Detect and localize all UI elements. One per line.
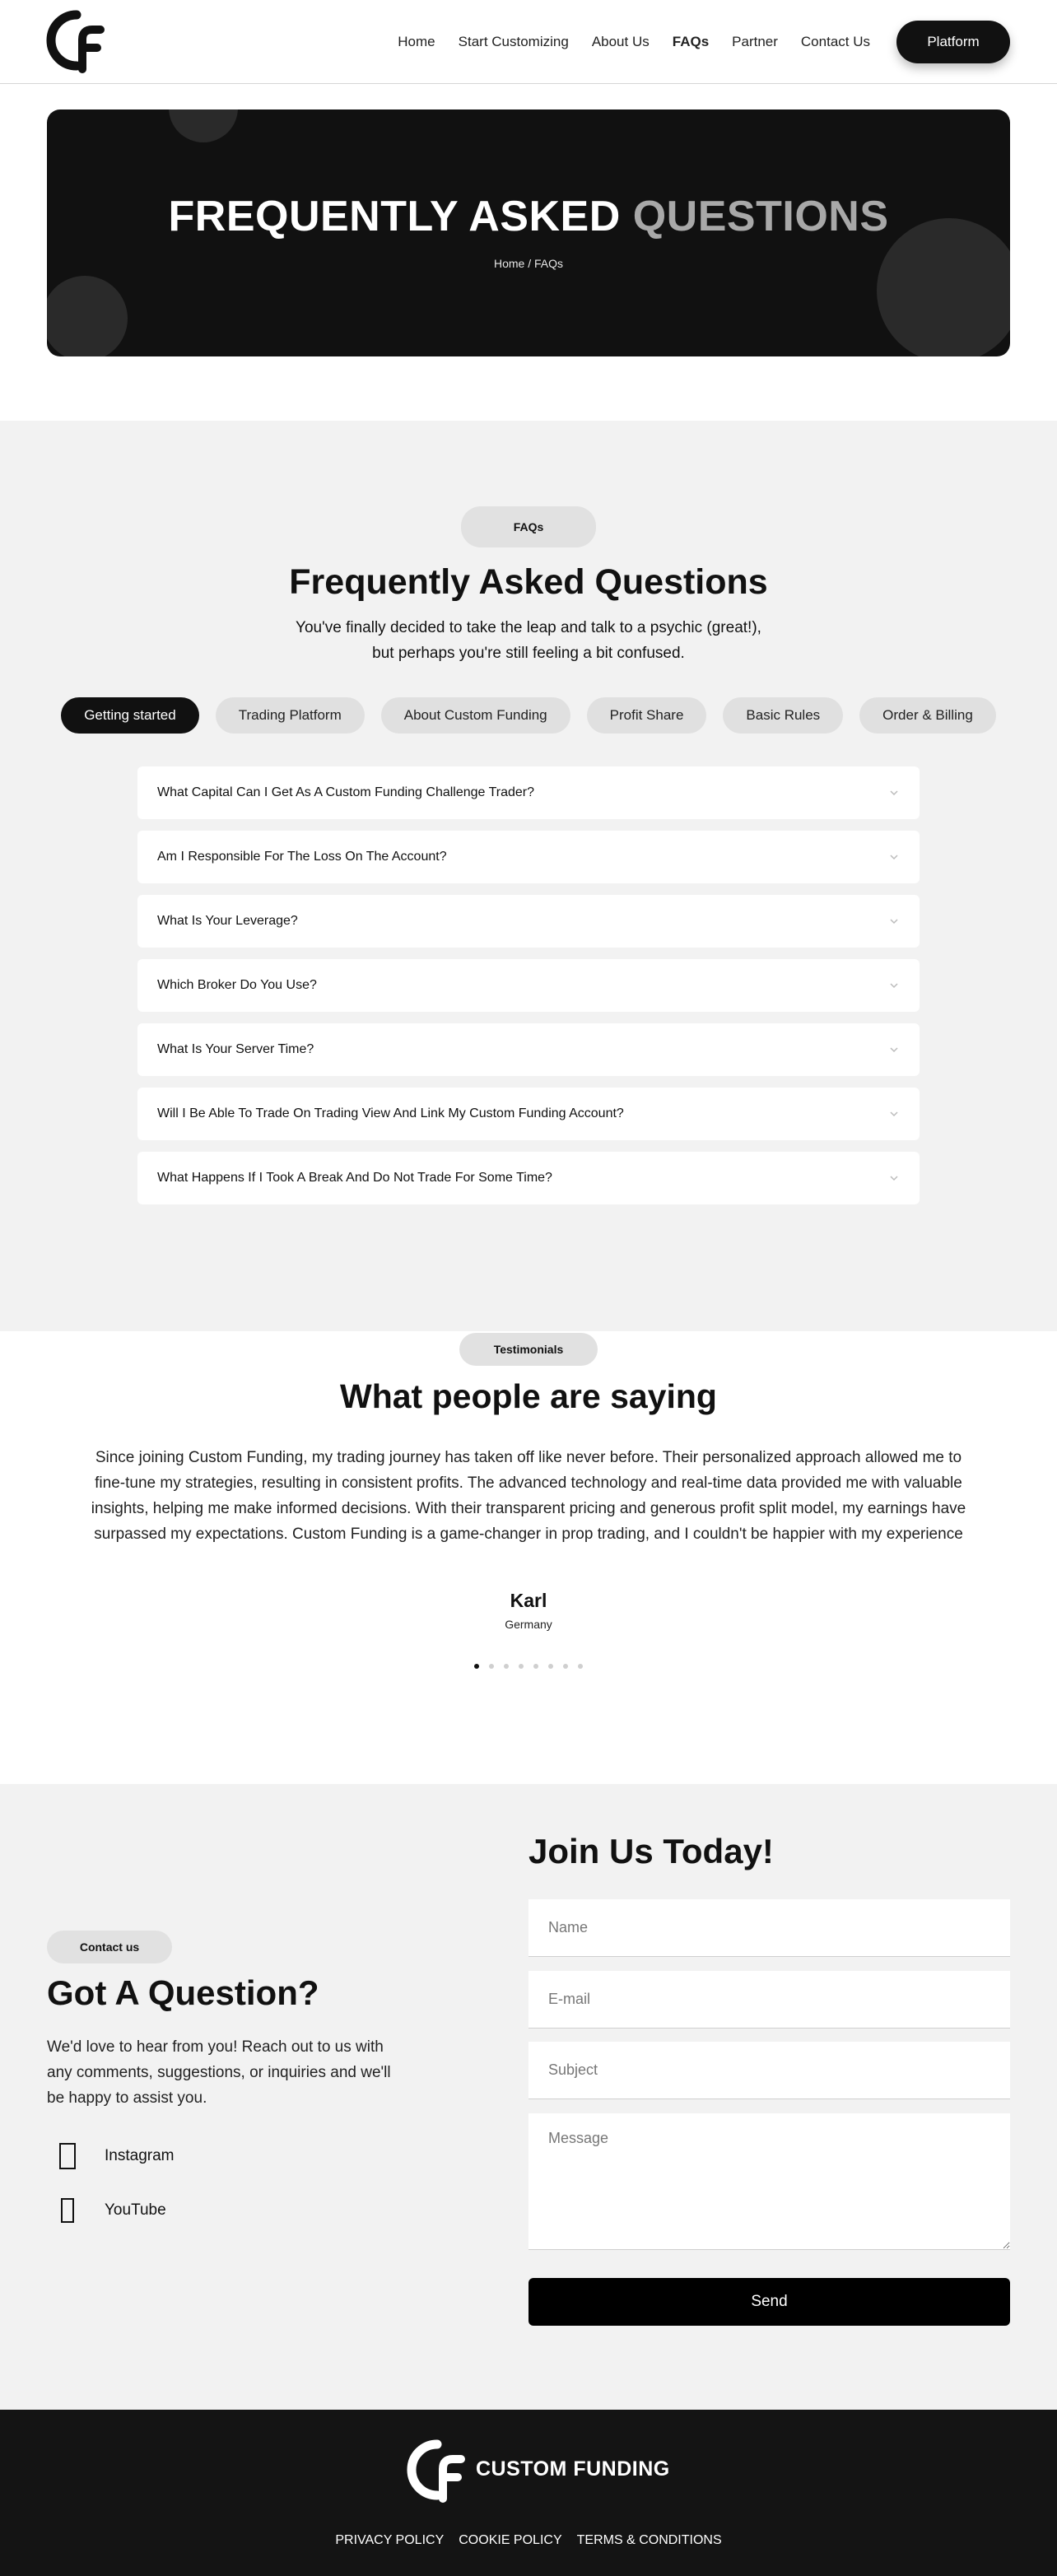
contact-section — [0, 1784, 1057, 2410]
slider-dot[interactable] — [548, 1664, 553, 1669]
custom-funding-logo[interactable] — [407, 2439, 468, 2504]
tab-order-billing[interactable]: Order & Billing — [859, 697, 996, 734]
faq-question: What Is Your Leverage? — [157, 914, 298, 928]
faq-item[interactable] — [137, 959, 920, 1012]
site-header — [0, 0, 1057, 84]
breadcrumb[interactable]: Home / FAQs — [493, 257, 564, 270]
faq-tabs — [0, 697, 1057, 734]
faq-badge: FAQs — [461, 506, 596, 547]
name-input[interactable] — [528, 1899, 1010, 1957]
chevron-down-icon — [888, 787, 900, 799]
chevron-down-icon — [888, 915, 900, 927]
faq-item[interactable] — [137, 895, 920, 948]
decor-circle — [169, 109, 238, 142]
slider-dot[interactable] — [533, 1664, 538, 1669]
tab-profit-share[interactable]: Profit Share — [587, 697, 707, 734]
nav-about-us[interactable]: About Us — [591, 34, 650, 49]
nav-faqs[interactable]: FAQs — [672, 34, 710, 49]
slider-dot[interactable] — [489, 1664, 494, 1669]
chevron-down-icon — [888, 1172, 900, 1184]
platform-button[interactable]: Platform — [896, 21, 1010, 63]
faq-question: Am I Responsible For The Loss On The Account? — [157, 850, 447, 864]
chevron-down-icon — [888, 1044, 900, 1055]
faq-section — [0, 421, 1057, 1331]
faq-subtitle — [0, 615, 1057, 666]
message-textarea[interactable] — [528, 2113, 1010, 2250]
form-title: Join Us Today! — [528, 1832, 774, 1870]
testimonials-section — [0, 1331, 1057, 1784]
decor-circle — [47, 276, 128, 356]
main-nav — [375, 21, 1010, 63]
send-button[interactable]: Send — [528, 2278, 1010, 2326]
faq-question: Will I Be Able To Trade On Trading View And Link My Custom Funding Account? — [157, 1106, 624, 1120]
faq-title: Frequently Asked Questions — [289, 562, 768, 602]
youtube-icon — [47, 2194, 88, 2227]
testimonial-text: Since joining Custom Funding, my trading journey has taken off like never before. Their personalized approach allowed me to fine-tune my strategies, resulting in consistent profits. The advanced technology and real-time data provided me with valuable insights, helping me make informed decisions. With their transparent pricing and generous profit split model, my earnings have surpassed my expectations. Custom Funding is a game-changer in prop trading, and I couldn't be happier with my experience — [91, 1449, 966, 1543]
faq-item[interactable] — [137, 766, 920, 819]
contact-text: We'd love to hear from you! Reach out to us with any comments, suggestions, or inquiries and we'll be happy to assist you. — [47, 2038, 391, 2107]
faq-subtitle-line2: but perhaps you're still feeling a bit confused. — [372, 645, 685, 662]
footer-link-cookie[interactable]: COOKIE POLICY — [459, 2533, 562, 2547]
hero-banner — [47, 109, 1010, 356]
footer-link-terms[interactable]: TERMS & CONDITIONS — [576, 2533, 722, 2547]
testimonial-author: Karl — [510, 1590, 547, 1611]
tab-getting-started[interactable]: Getting started — [61, 697, 199, 734]
nav-start-customizing[interactable]: Start Customizing — [458, 34, 569, 49]
slider-dot[interactable] — [578, 1664, 583, 1669]
instagram-icon — [47, 2140, 88, 2173]
social-label: Instagram — [105, 2147, 175, 2164]
faq-question: What Capital Can I Get As A Custom Funding Challenge Trader? — [157, 785, 535, 799]
custom-funding-logo[interactable] — [46, 10, 107, 74]
tab-basic-rules[interactable]: Basic Rules — [723, 697, 843, 734]
chevron-down-icon — [888, 980, 900, 991]
slider-dot[interactable] — [563, 1664, 568, 1669]
contact-title: Got A Question? — [47, 1973, 319, 2012]
testimonials-badge: Testimonials — [459, 1333, 598, 1366]
social-instagram[interactable] — [47, 2140, 174, 2173]
testimonials-title: What people are saying — [340, 1377, 717, 1415]
faq-question: Which Broker Do You Use? — [157, 978, 317, 992]
tab-trading-platform[interactable]: Trading Platform — [216, 697, 365, 734]
nav-contact-us[interactable]: Contact Us — [800, 34, 870, 49]
testimonial-location: Germany — [505, 1618, 552, 1631]
slider-dot[interactable] — [519, 1664, 524, 1669]
faq-item[interactable] — [137, 1152, 920, 1204]
footer-links — [0, 2533, 1057, 2548]
footer-link-privacy[interactable]: PRIVACY POLICY — [335, 2533, 445, 2547]
subject-input[interactable] — [528, 2042, 1010, 2099]
faq-item[interactable] — [137, 1088, 920, 1140]
chevron-down-icon — [888, 1108, 900, 1120]
faq-item[interactable] — [137, 1023, 920, 1076]
faq-subtitle-line1: You've finally decided to take the leap and talk to a psychic (great!), — [296, 619, 761, 636]
social-label: YouTube — [105, 2201, 166, 2219]
footer-brand: CUSTOM FUNDING — [476, 2457, 670, 2481]
social-youtube[interactable] — [47, 2194, 166, 2227]
email-input[interactable] — [528, 1971, 1010, 2029]
faq-item[interactable] — [137, 831, 920, 883]
contact-badge: Contact us — [47, 1931, 172, 1963]
slider-dot[interactable] — [504, 1664, 509, 1669]
page-title — [47, 192, 1010, 241]
nav-partner[interactable]: Partner — [732, 34, 778, 49]
slider-dots — [0, 1664, 1057, 1669]
site-footer — [0, 2410, 1057, 2576]
slider-dot[interactable] — [474, 1664, 479, 1669]
page-title-main: FREQUENTLY ASKED — [168, 193, 621, 240]
page-title-accent: QUESTIONS — [632, 193, 889, 240]
faq-question: What Is Your Server Time? — [157, 1042, 314, 1056]
faq-question: What Happens If I Took A Break And Do Not Trade For Some Time? — [157, 1171, 552, 1185]
faq-list — [137, 766, 920, 1216]
tab-about-custom-funding[interactable]: About Custom Funding — [381, 697, 570, 734]
nav-home[interactable]: Home — [398, 34, 435, 49]
chevron-down-icon — [888, 851, 900, 863]
